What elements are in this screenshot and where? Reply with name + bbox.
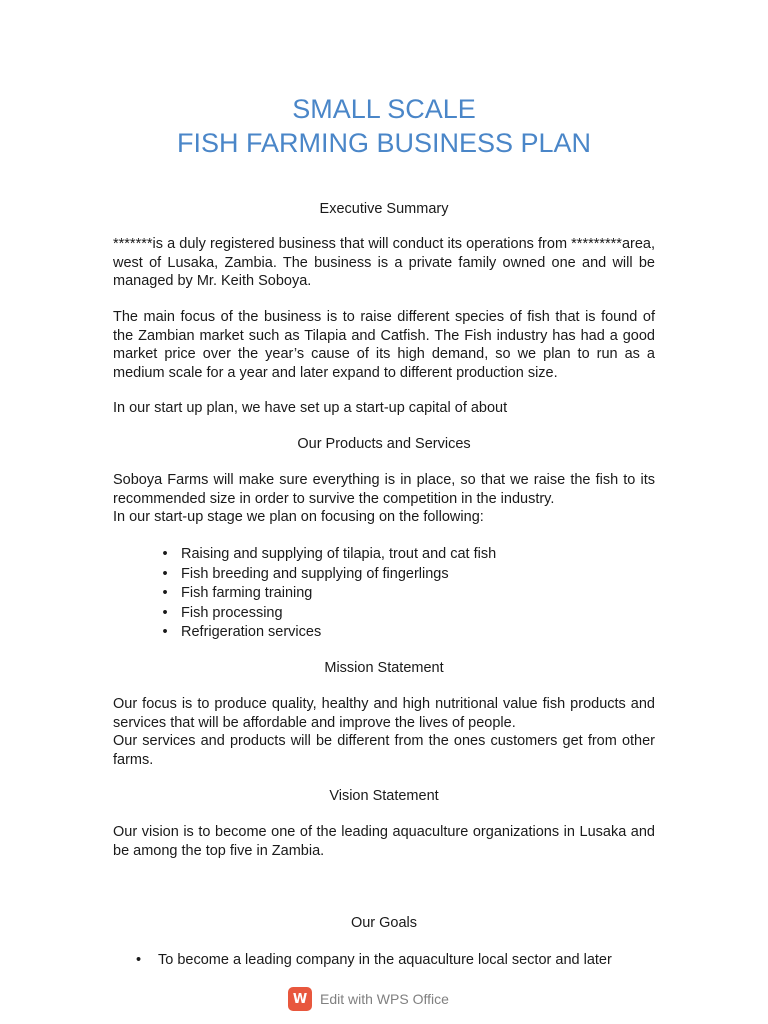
bullet-icon: • (136, 952, 142, 968)
document-title (0, 92, 768, 160)
paragraph-text: The main focus of the business is to raise different species of fish that is found of the Zambian market such as Tilapia and Catfish. The Fish industry has had a good market price over the year’s cause of its high demand, so we plan to run as a medium scale for a year and later expand to different production size. (113, 309, 655, 381)
paragraph-mission (113, 695, 655, 769)
list-item-text: To become a leading company in the aquaculture local sector and later (158, 952, 612, 968)
list-item-text: Raising and supplying of tilapia, trout and cat fish (181, 546, 497, 562)
paragraph-text: Soboya Farms will make sure everything is in place, so that we raise the fish to its recommended size in order to survive the competition in the industry. (113, 472, 655, 507)
paragraph-products-1 (113, 471, 655, 527)
bullet-icon: • (162, 565, 168, 582)
paragraph-text: Our services and products will be different from the ones customers get from other farms. (113, 733, 655, 768)
paragraph-vision (113, 823, 655, 860)
paragraph-text: In our start-up stage we plan on focusing on the following: (113, 509, 484, 525)
paragraph-executive-1 (113, 235, 655, 291)
list-item (160, 545, 660, 565)
bullet-icon: • (162, 604, 168, 621)
bullet-icon: • (162, 585, 168, 601)
paragraph-executive-3 (113, 399, 655, 418)
list-item-text: Fish farming training (181, 585, 313, 601)
paragraph-text: Our vision is to become one of the leading aquaculture organizations in Lusaka and be among the top five in Zambia. (113, 824, 655, 859)
heading-executive-summary: Executive Summary (319, 201, 449, 217)
wps-logo-icon: W (288, 987, 312, 1011)
title-line-1: SMALL SCALE (292, 94, 476, 124)
heading-products-services: Our Products and Services (297, 436, 471, 452)
goals-list (136, 951, 656, 970)
products-list (160, 545, 660, 643)
list-item-text: Fish processing (181, 604, 283, 621)
list-item (160, 584, 660, 604)
list-item (136, 951, 656, 970)
list-item (160, 623, 660, 643)
title-line-2: FISH FARMING BUSINESS PLAN (176, 128, 592, 158)
paragraph-text: *******is a duly registered business that will conduct its operations from *********area, west of Lusaka, Zambia. The business is a private family owned one and will be managed by Mr. Keith Soboya. (113, 236, 655, 289)
paragraph-executive-2 (113, 308, 655, 382)
list-item (160, 565, 660, 585)
heading-vision-statement: Vision Statement (329, 788, 439, 804)
heading-our-goals: Our Goals (350, 915, 418, 931)
list-item-text: Fish breeding and supplying of fingerlings (181, 565, 449, 582)
edit-with-wps-button[interactable] (288, 985, 449, 1013)
list-item (160, 604, 660, 624)
bullet-icon: • (162, 624, 168, 640)
bullet-icon: • (162, 546, 168, 562)
paragraph-text: In our start up plan, we have set up a start-up capital of about (113, 400, 508, 416)
heading-mission-statement: Mission Statement (324, 660, 444, 676)
list-item-text: Refrigeration services (181, 624, 322, 640)
paragraph-text: Our focus is to produce quality, healthy and high nutritional value fish products and services that will be affordable and improve the lives of people. (113, 696, 655, 731)
wps-label: Edit with WPS Office (320, 991, 449, 1007)
